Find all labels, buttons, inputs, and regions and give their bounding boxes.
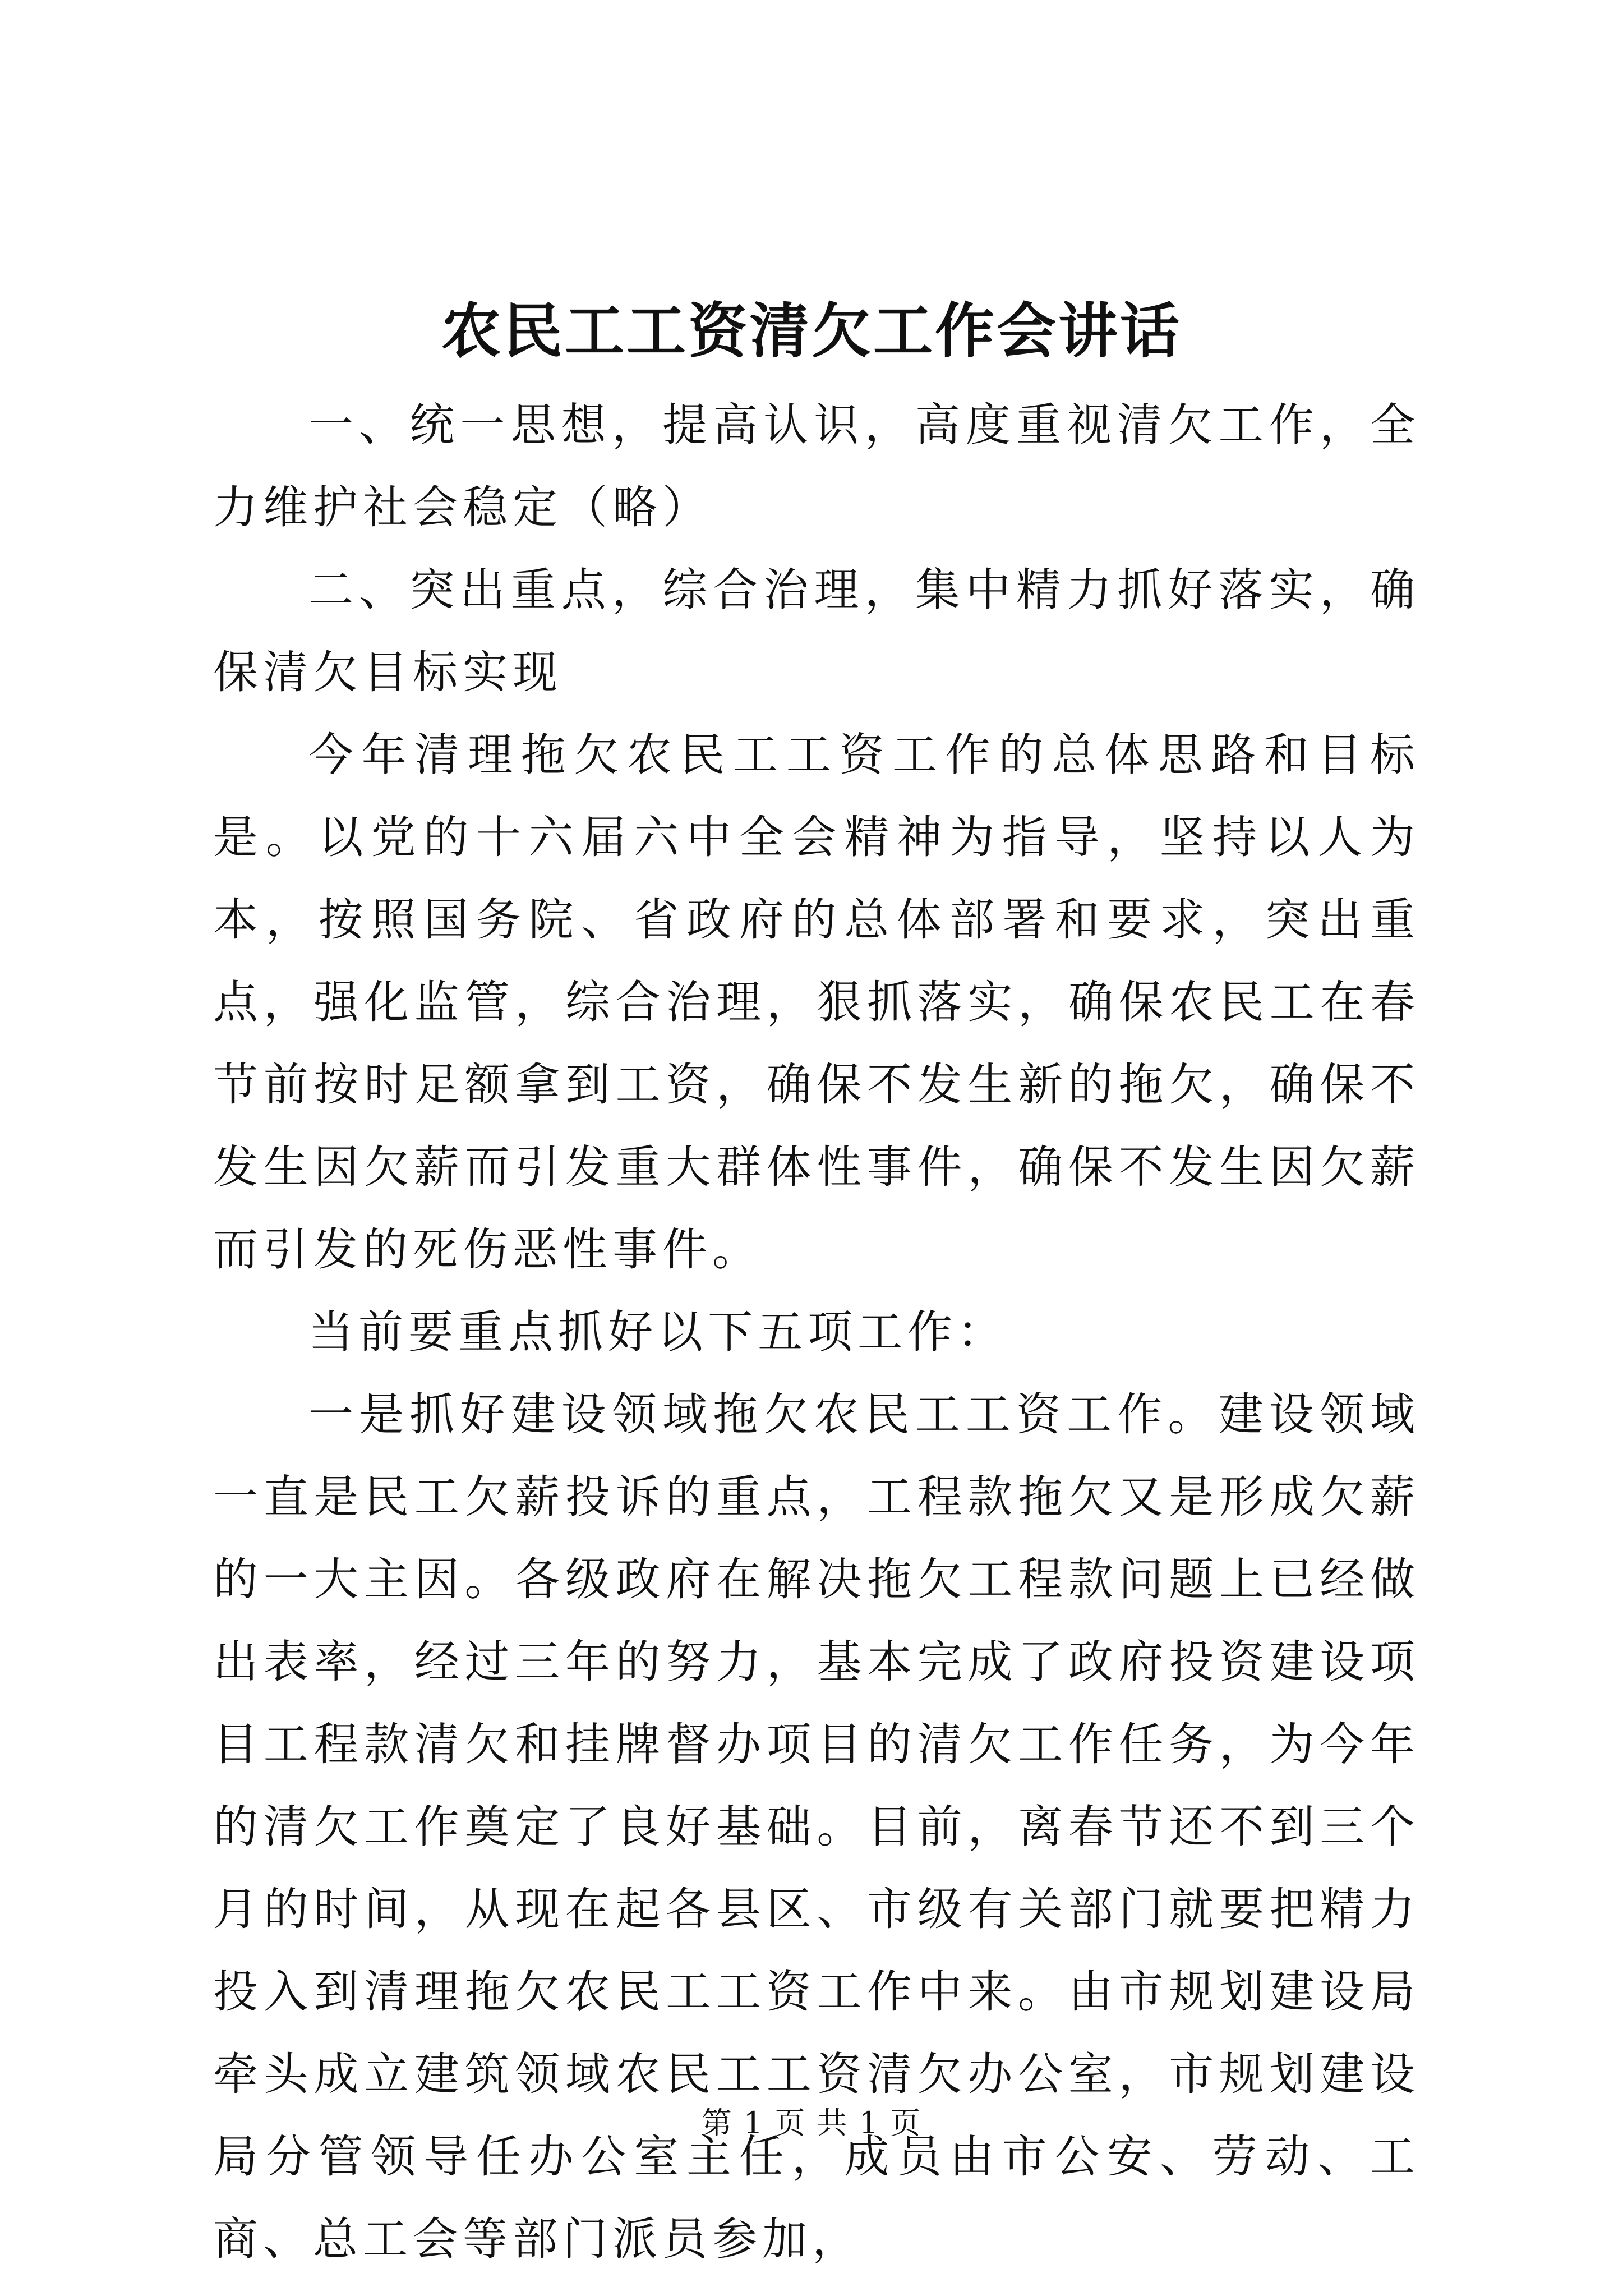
paragraph-five-tasks-intro: 当前要重点抓好以下五项工作：: [308, 1306, 1007, 1358]
paragraph-section-two: 二、突出重点，综合治理，集中精力抓好落实，确保清欠目标实现: [213, 564, 1420, 698]
paragraph-overall-goals: 今年清理拖欠农民工工资工作的总体思路和目标是。以党的十六届六中全会精神为指导，坚持以人为本，按照国务院、省政府的总体部署和要求，突出重点，强化监管，综合治理，狠抓落实，确保农民工在春节前按时足额拿到工资，确保不发生新的拖欠，确保不发生因欠薪而引发重大群体性事件，确保不发生因欠薪而引发的死伤恶性事件。: [213, 729, 1420, 1276]
paragraph-section-one: 一、统一思想，提高认识，高度重视清欠工作，全力维护社会稳定（略）: [213, 399, 1420, 533]
document-title: 农民工工资清欠工作会讲话: [441, 296, 1182, 366]
page-footer: 第 1 页 共 1 页: [701, 2105, 922, 2141]
paragraph-task-one: 一是抓好建设领域拖欠农民工工资工作。建设领域一直是民工欠薪投诉的重点，工程款拖欠又是形成欠薪的一大主因。各级政府在解决拖欠工程款问题上已经做出表率，经过三年的努力，基本完成了政府投资建设项目工程款清欠和挂牌督办项目的清欠工作任务，为今年的清欠工作奠定了良好基础。目前，离春节还不到三个月的时间，从现在起各县区、市级有关部门就要把精力投入到清理拖欠农民工工资工作中来。由市规划建设局牵头成立建筑领域农民工工资清欠办公室，市规划建设局分管领导任办公室主任，成员由市公安、劳动、工商、总工会等部门派员参加，: [213, 1388, 1420, 2265]
document-body: [213, 384, 1420, 2280]
